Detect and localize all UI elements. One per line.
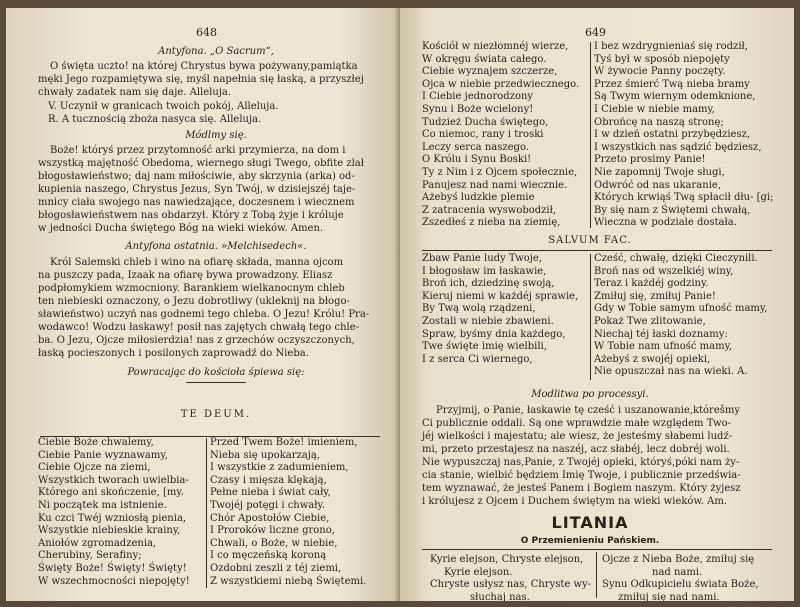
verse-line: Chór Apostołów Ciebie,: [210, 512, 330, 524]
text-line: wszystką majętność Obedoma, wiernego sługi Twego, obfite zlał: [38, 158, 365, 169]
text-line: męki Jego rozpamiętywa się, myśl napełnia się łaską, a przyszłej: [38, 74, 364, 85]
verse-line: Święty Boże! Święty! Święty!: [38, 562, 187, 574]
verse-line: Wieczna w podziale dostała.: [594, 217, 737, 229]
verse-line: I Ciebie jednorodzony: [422, 91, 534, 103]
divider: [186, 382, 246, 383]
left-page: [6, 8, 400, 601]
verse-line: Przed Twem Boże! imieniem,: [210, 437, 358, 448]
verse-line: W okręgu świata całego.: [422, 53, 547, 65]
verse-line: Z zatracenia wyswobodził,: [422, 204, 557, 216]
verse-line: Którego ani skończenie, [my.: [38, 487, 184, 499]
salvum-title: SALVUM FAC.: [548, 235, 632, 246]
verse-line: I z serca Ci wiernego,: [422, 353, 533, 365]
page-number: 648: [196, 26, 217, 39]
divider: [422, 549, 772, 550]
verse-line: Ni początek ma istnienie.: [38, 499, 167, 511]
verse-line: W żywocie Panny poczęty.: [594, 66, 726, 78]
text-line: w jedności Ducha świętego Bóg na wieki wieków. Amen.: [38, 223, 324, 234]
verse-line: Ciebie Panie wyznawamy,: [38, 449, 168, 461]
right-page: [400, 8, 794, 601]
verse-line: Pokaż Twe zlitowanie,: [594, 315, 706, 327]
verse-line: I wszystkich nas sądzić będziesz,: [594, 141, 762, 153]
verse-line: Teraz i każdéj godziny.: [594, 278, 709, 290]
verse-line: Ażebyś ludzkie plemie: [422, 192, 535, 204]
te-deum-title: TE DEUM.: [180, 409, 252, 420]
verse-line: Obrońcę na naszą stronę;: [594, 116, 724, 128]
text-line: Boże! któryś przez przytomność arki przymierza, na dom i: [50, 145, 346, 156]
text-line: łaską pocieszonych i posilonych zaprowadź do Nieba.: [38, 348, 309, 359]
te-deum-cont-column-1: [422, 41, 579, 230]
verse-line: Cześć, chwałę, dzięki Cieczynili.: [594, 253, 758, 264]
text-line: cia stanie, wielbić będziem Imię Twoje, i publicznie przedświa-: [422, 470, 741, 481]
text-line: i królujesz z Ojcem i Duchem świętym na wieki wieków. Am.: [422, 496, 728, 507]
verse-line: Zmiłuj się, zmiłuj Panie!: [594, 290, 716, 302]
verse-line: Których krwiąś Twą spłacił dłu- [gi;: [594, 192, 774, 204]
verse-line: Kościół w niezłomnéj wierze,: [422, 41, 569, 52]
verse-line: I w dzień ostatni przybędziesz,: [594, 129, 751, 141]
column-divider: [590, 254, 591, 380]
verse-line: I bez wzdrygnieniaś się rodził,: [594, 41, 748, 52]
verse-line: Odwróć od nas ukaranie,: [594, 179, 721, 191]
verse-line: I wszystkie z zadumieniem,: [210, 462, 349, 474]
verse-line: Synu i Boże wcielony!: [422, 103, 534, 115]
verse-line: Zszedłeś z nieba na ziemię,: [422, 217, 561, 229]
verse-line: W wszechmocności niepojęty!: [38, 575, 190, 587]
verse-line: Twojéj potęgi i chwały.: [210, 499, 326, 511]
verse-line: Cherubiny, Serafiny;: [38, 550, 142, 562]
verse-line: Ciebie wyznajem szczerze,: [422, 66, 558, 78]
litania-subtitle: O Przemienieniu Pańskiem.: [520, 536, 660, 546]
verse-line: Ku czci Twéj wzniosłą pienia,: [38, 512, 187, 524]
verse-line: Twe święte imię wielbili,: [422, 341, 547, 353]
litany-line: Ojcze z Nieba Boże, zmiłuj się: [602, 554, 755, 565]
text-line: jéj wielkości i majestatu; ale wiesz, że jesteśmy słabemi ludź-: [422, 431, 733, 442]
verse-line: I Ciebie w niebie mamy,: [594, 103, 716, 115]
litany-line: zmiłuj się nad nami.: [618, 591, 720, 601]
litany-line: Chryste usłysz nas, Chryste wy-: [430, 579, 592, 591]
modlmy-heading: Módlmy się.: [185, 130, 247, 141]
verse-line: Ażebyś z swojéj opieki,: [594, 353, 711, 365]
te-deum-cont-column-2: [594, 41, 774, 230]
te-deum-column-1: [38, 437, 190, 588]
text-line: chwały zadatek nam się daje. Alleluja.: [38, 87, 232, 98]
verse-line: I Proroków liczne grono,: [210, 525, 335, 537]
verse-line: I błogosław im łaskawie,: [422, 265, 547, 277]
verse-line: Kieruj niemi w każdéj sprawie,: [422, 290, 579, 302]
text-line: błogosławieństwem nas obdarzył. Który z Tobą żyje i króluje: [38, 210, 344, 221]
salvum-column-2: [594, 253, 767, 379]
litany-line: nad nami.: [652, 566, 703, 578]
text-line: kupienia naszego, Chrystus Jezus, Syn Twój, w dzisiejszéj taje-: [38, 184, 356, 195]
verse-line: Panujesz nad nami wiecznie.: [422, 179, 568, 191]
verse-line: Ciebie Boże chwalemy,: [38, 437, 154, 448]
column-divider: [596, 552, 597, 598]
verse-line: Przez śmierć Twą nieba bramy: [594, 78, 750, 90]
litany-line: Synu Odkupicielu świata Boże,: [602, 579, 759, 591]
verse-line: Nie opuszczał nas na wieki. A.: [594, 366, 748, 378]
verse-line: O Królu i Synu Boski!: [422, 154, 532, 166]
powracajac-heading: Powracając do kościoła śpiewa się:: [127, 367, 305, 378]
text-line: mi, przeto przestajesz na naszéj, acz słabéj, lecz dobréj woli.: [422, 444, 730, 455]
verse-line: Tyś był w sposób niepojęty: [594, 53, 730, 65]
verse-line: Broń nas od wszelkiéj winy,: [594, 265, 734, 277]
verse-line: Aniołów zgromadzenia,: [38, 537, 157, 549]
verse-line: Wszystkich tworach uwielbia-: [38, 474, 189, 486]
text-line: ba. O Jezu, Ojcze miłosierdzia! nas z grzechów oczyszczonych,: [38, 335, 355, 346]
verse-line: Leczy serca naszego.: [422, 141, 529, 153]
text-line: Król Salemski chleb i wino na ofiarę składa, manna ojcom: [50, 257, 344, 268]
text-line: sławieństwo) uczyń nas godnemi tego chleba. O Jezu! Królu! Pra-: [38, 309, 370, 320]
column-divider: [590, 42, 591, 228]
text-line: Nie wypuszczaj nas,Panie, z Twojéj opieki, któryś,póki nam ży-: [422, 457, 740, 468]
column-divider: [206, 438, 207, 588]
verse-line: Spraw, byśmy dnia każdego,: [422, 328, 566, 340]
versicle: V. Uczynił w granicach twoich pokój, Alleluja.: [48, 101, 279, 112]
verse-line: Broń ich, dziedzinę swoją,: [422, 278, 555, 290]
antyfona-heading: Antyfona. „O Sacrum“,: [158, 46, 274, 57]
modlitwa-heading: Modlitwa po processyi.: [531, 389, 649, 400]
litania-column-2: [602, 554, 759, 601]
verse-line: I co męczeńską koroną: [210, 550, 327, 562]
book-spread: [6, 8, 794, 601]
text-line: tem wyznawać, że jesteś Panem i Bogiem naszym. Który żyjesz: [422, 483, 741, 494]
verse-line: Z wszystkiemi niebą Świętemi.: [210, 575, 367, 587]
verse-line: Nie zapomnij Twoje sługi,: [594, 166, 725, 178]
text-line: mnicy ciała swojego nas nawiedzające, doczesnem i wiecznem: [38, 197, 355, 208]
verse-line: Niechaj téj łaski doznamy:: [594, 328, 728, 340]
verse-line: Wszystkie niebieskie krainy,: [38, 525, 181, 537]
verse-line: Tudzież Ducha świętego,: [422, 116, 549, 128]
text-line: Ci publicznie oddali. Są one wprawdzie małe względem Two-: [422, 418, 731, 429]
verse-line: Przeto prosimy Panie!: [594, 154, 706, 166]
salvum-column-1: [422, 253, 578, 366]
verse-line: Ty z Nim i z Ojcem społecznie,: [422, 166, 578, 178]
litania-column-1: [430, 554, 591, 601]
verse-line: Co niemoc, rany i troski: [422, 129, 544, 141]
verse-line: W Tobie nam ufność mamy,: [594, 341, 733, 353]
verse-line: Ozdobni zeszli z téj ziemi,: [210, 562, 342, 574]
verse-line: By się nam z Świętemi chwałą,: [594, 204, 751, 216]
te-deum-column-2: [210, 437, 366, 588]
verse-line: Gdy w Tobie samym ufność mamy,: [594, 303, 768, 315]
verse-line: Zostali w niebie zbawieni.: [422, 315, 554, 327]
verse-line: By Twą wolą rządzeni,: [422, 303, 536, 315]
response: R. A tucznością zboża nasyca się. Alleluja.: [48, 114, 262, 125]
verse-line: Zbaw Panie ludy Twoje,: [422, 253, 542, 264]
verse-line: Ojca w niebie przedwiecznego.: [422, 78, 580, 90]
text-line: na puszczy pada, Izaak na ofiarę bywa prowadzony. Eliasz: [38, 270, 333, 281]
verse-line: Nieba się upokarzają,: [210, 449, 320, 461]
text-line: Przyjmij, o Panie, łaskawie tę cześć i uszanowanie,którešmy: [436, 405, 741, 416]
litany-line: Kyrie elejson.: [444, 566, 513, 578]
page-number: 649: [585, 26, 606, 39]
verse-line: Pełne nieba i świat cały,: [210, 487, 331, 499]
text-line: błogosławieństwo; daj nam miłościwie, aby skrzynia (arka) od-: [38, 171, 355, 182]
text-line: O święta uczto! na której Chrystus bywa pożywany,pamiątka: [50, 61, 358, 72]
verse-line: Ciebie Ojcze na ziemi,: [38, 462, 151, 474]
litany-line: Kyrie elejson, Chryste elejson,: [430, 554, 584, 565]
verse-line: Chwali, o Boże, w niebie,: [210, 537, 338, 549]
litany-line: słuchaj nas.: [470, 591, 530, 601]
text-line: ten niebieski oznaczony, o Jezu dobrotliwy (ukleknij na błogo-: [38, 296, 350, 307]
text-line: wodawco! Wodzu łaskawy! posił nas zajętych chwałą tego chle-: [38, 322, 360, 333]
text-line: podpłomykiem wzmocniony. Barankiem wielkanocnym chleb: [38, 283, 345, 294]
verse-line: Są Twym wiernym odemknione,: [594, 91, 756, 103]
ostatnia-heading: Antyfona ostatnia. »Melchisedech«.: [125, 241, 307, 252]
litania-title: LITANIA: [551, 513, 629, 532]
divider: [422, 250, 772, 251]
verse-line: Czasy i mięsza klękają,: [210, 474, 327, 486]
